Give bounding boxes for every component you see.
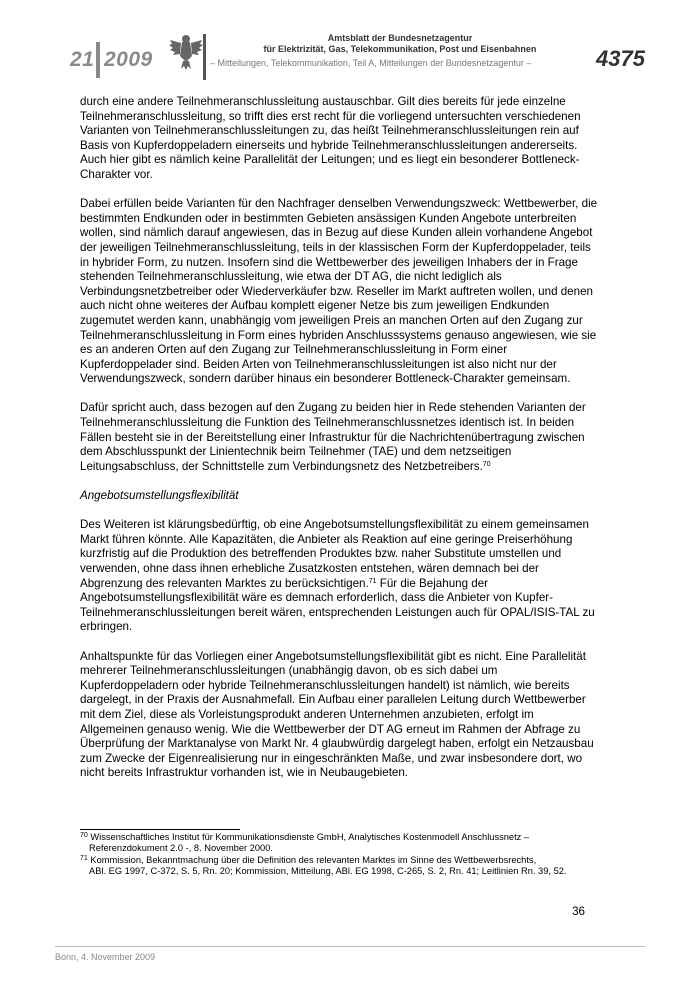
footnote-number: 70 xyxy=(80,832,88,839)
gazette-subtitle: für Elektrizität, Gas, Telekommunikation, Post und Eisenbahnen xyxy=(263,44,537,54)
footnotes xyxy=(80,832,598,878)
footnote-text: Wissenschaftliches Institut für Kommunikationsdienste GmbH, Analytisches Kostenmodell Anschlussnetz – xyxy=(87,832,530,842)
footnote-text-cont: ABl. EG 1997, C-372, S. 5, Rn. 20; Kommission, Mitteilung, ABl. EG 1998, C-265, S. 2, Rn. 41; Leitlinien Rn. 39, 52. xyxy=(89,866,567,877)
footnote-ref-71[interactable]: 71 xyxy=(368,577,377,585)
main-content xyxy=(80,95,598,796)
section-heading: Angebotsumstellungsflexibilität xyxy=(80,489,239,503)
emblem-bar xyxy=(203,34,206,80)
paragraph-1: durch eine andere Teilnehmeranschlussleitung austauschbar. Gilt dies bereits für jede einzelne Teilnehmeranschlussleitung, so trifft dies erst recht für die vorliegend untersuchten verschiedenen Varianten von Teilnehmeranschlussleitungen zu, das heißt Teilnehmeranschlussleitungen rein auf Basis von Kupferdoppeladern einerseits und hybride Teilnehmeranschlussleitungen andererseits. Auch hier gibt es nämlich keine Parallelität der Leitungen; und es liegt ein besonderer Bottleneck-Charakter vor. xyxy=(80,95,581,181)
paragraph-4 xyxy=(80,518,598,635)
issue-year: 2009 xyxy=(104,48,153,71)
paragraph-3 xyxy=(80,401,598,474)
document-page-number: 36 xyxy=(572,905,585,918)
paragraph-3-text: Dafür spricht auch, dass bezogen auf den Zugang zu beiden hier in Rede stehenden Varianten der Teilnehmeranschlussleitung die Funktion des Teilnehmeranschlussnetzes identisch ist. In beiden Fällen besteht sie in der Bereitstellung einer Infrastruktur für die Nachrichtenübertragung zwischen dem Abschlusspunkt der Linientechnik beim Teilnehmer (TAE) und dem netzseitigen Leitungsabschluss, der Schnittstelle zum Verbindungsnetz des Netzbetreibers. xyxy=(80,401,586,473)
footer-date: Bonn, 4. November 2009 xyxy=(55,952,156,962)
footnote-71 xyxy=(80,855,598,878)
footnote-number: 71 xyxy=(80,854,88,862)
paragraph-4-text-b: Für die Bejahung der Angebotsumstellungsflexibilität wäre es demnach erforderlich, dass die Anbieter von Kupfer-Teilnehmeranschlussleitungen bereit wären, entsprechenden Leistungen auch für OPAL/ISIS-TAL zu erbringen. xyxy=(80,576,595,634)
footnote-text-cont: Referenzdokument 2.0 -, 8. November 2000. xyxy=(89,843,273,854)
gazette-page-number: 4375 xyxy=(596,46,645,71)
footer-divider xyxy=(55,946,645,947)
footnote-70 xyxy=(80,832,598,855)
federal-eagle-icon xyxy=(168,32,204,72)
paragraph-2: Dabei erfüllen beide Varianten für den Nachfrager denselben Verwendungszweck: Wettbewerber, die bestimmten Endkunden oder in bestimmten Gebieten ansässigen Kunden Angebote unterbreiten wollen, sind nämlich darauf angewiesen, das in Bezug auf diese Kunden allein vorhandene Angebot der jeweiligen Teilnehmeranschlussleitung, teils in der klassischen Form der Kupferdoppelader, teils in hybrider Form, zu nutzen. Insofern sind die Wettbewerber des jeweiligen Inhabers der in Frage stehenden Teilnehmeranschlussleitung, wie etwa der DT AG, die nicht lediglich als Verbindungsnetzbetreiber oder Wiederverkäufer bzw. Reseller im Markt auftreten wollen, und denen auch nicht ohne weiteres der Aufbau komplett eigener Netze bis zum jeweiligen Endkunden zugemutet werden kann, unabhängig vom jeweiligen Preis an manchen Orten auf den Zugang zur Teilnehmeranschlussleitung in Form eines hybriden Anschlusssystems genauso angewiesen, wie sie es an anderen Orten auf den Zugang zur Teilnehmeranschlussleitung in Form einer Kupferdoppelader sind. Beiden Arten von Teilnehmeranschlussleitungen ist also nicht nur der Verwendungszweck, sondern darüber hinaus ein besonderer Bottleneck-Charakter gemeinsam. xyxy=(80,197,598,386)
section-label: – Mitteilungen, Telekommunikation, Teil A, Mitteilungen der Bundesnetzagentur – xyxy=(210,58,532,68)
footnote-divider xyxy=(80,829,240,830)
page-header xyxy=(0,0,700,90)
paragraph-5: Anhaltspunkte für das Vorliegen einer Angebotsumstellungsflexibilität gibt es nicht. Eine Parallelität mehrerer Teilnehmeranschlussleitungen (unabhängig davon, ob es sich dabei um Kupferdoppeladern oder hybride Teilnehmeranschlussleitungen handelt) ist nämlich, wie bereits dargelegt, in der Praxis der Ausnahmefall. Ein Aufbau einer parallelen Leitung durch Wettbewerber mit dem Ziel, diese als Vorleistungsprodukt anderen Unternehmen anzubieten, erfolgt im Allgemeinen genauso wenig. Wie die Wettbewerber der DT AG erneut im Rahmen der Abfrage zu Überprüfung der Marktanalyse von Markt Nr. 4 glaubwürdig dargelegt haben, erfolgt ein Netzausbau zum Zwecke der Eigenrealisierung nur in eingeschränkten Maße, und zwar insbesondere dort, wo nicht bereits Infrastruktur vorhanden ist, wie in Neubaugebieten. xyxy=(80,649,594,780)
issue-separator xyxy=(96,42,100,78)
footnote-text: Kommission, Bekanntmachung über die Definition des relevanten Marktes im Sinne des Wettbewerbsrechts, xyxy=(87,854,537,865)
issue-number: 21 xyxy=(70,48,95,71)
paragraph-4-text-a: Des Weiteren ist klärungsbedürftig, ob eine Angebotsumstellungsflexibilität zu einem gemeinsamen Markt führen könnte. Alle Kapazitäten, die Anbieter als Reaktion auf eine geringe Preiserhöhung kurzfristig auf die Produktion des betreffenden Produktes bzw. naher Substitute umstellen und verwenden, ohne dass ihnen erhebliche Zusatzkosten entstehen, wären demnach bei der Abgrenzung des relevanten Marktes zu berücksichtigen. xyxy=(80,518,589,590)
gazette-title: Amtsblatt der Bundesnetzagentur xyxy=(327,33,473,43)
footnote-ref-70[interactable]: 70 xyxy=(482,460,491,468)
